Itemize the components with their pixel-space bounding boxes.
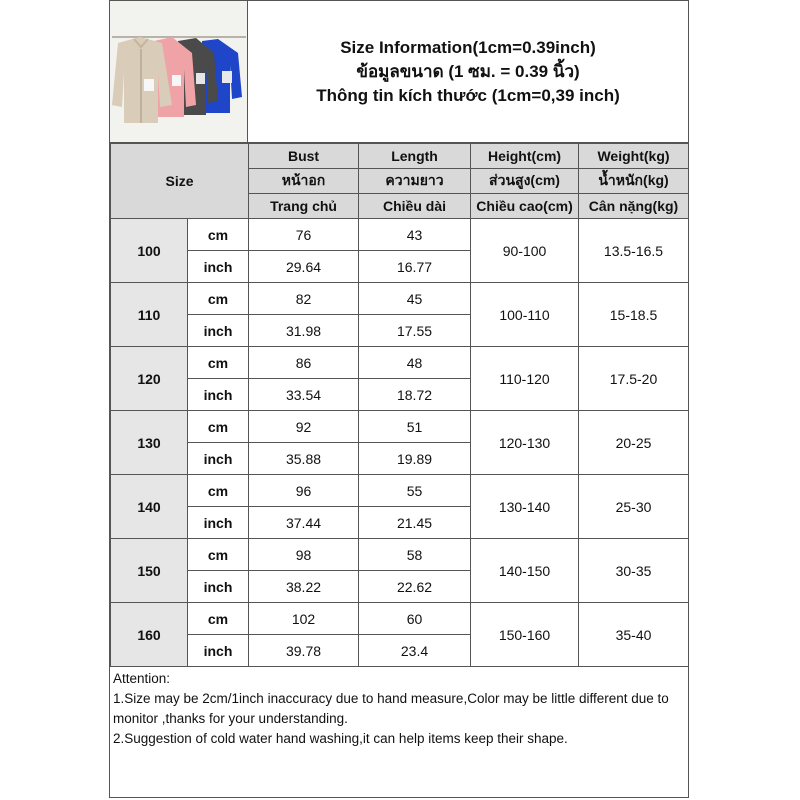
length-inch-cell: 22.62 <box>359 571 471 603</box>
title-english: Size Information(1cm=0.39inch) <box>340 37 596 57</box>
unit-inch: inch <box>188 571 249 603</box>
bust-inch-cell: 31.98 <box>249 315 359 347</box>
size-value: 140 <box>111 475 188 539</box>
weight-header-th: น้ำหนัก(kg) <box>579 169 689 194</box>
height-cell: 90-100 <box>471 219 579 283</box>
bust-header-th: หน้าอก <box>249 169 359 194</box>
bust-header-vi: Trang chủ <box>249 194 359 219</box>
length-cm-cell: 51 <box>359 411 471 443</box>
bust-cm-cell: 86 <box>249 347 359 379</box>
bust-inch-cell: 39.78 <box>249 635 359 667</box>
unit-inch: inch <box>188 507 249 539</box>
note-line-1: 1.Size may be 2cm/1inch inaccuracy due to hand measure,Color may be little different due to monitor ,thanks for your understanding. <box>113 691 669 726</box>
size-value: 130 <box>111 411 188 475</box>
bust-inch-cell: 37.44 <box>249 507 359 539</box>
unit-inch: inch <box>188 315 249 347</box>
length-header-en: Length <box>359 144 471 169</box>
bust-cm-cell: 98 <box>249 539 359 571</box>
weight-cell: 30-35 <box>579 539 689 603</box>
size-value: 160 <box>111 603 188 667</box>
weight-header-en: Weight(kg) <box>579 144 689 169</box>
unit-cm: cm <box>188 603 249 635</box>
size-value: 110 <box>111 283 188 347</box>
length-cm-cell: 48 <box>359 347 471 379</box>
unit-inch: inch <box>188 635 249 667</box>
height-cell: 120-130 <box>471 411 579 475</box>
table-row <box>111 411 689 443</box>
weight-cell: 15-18.5 <box>579 283 689 347</box>
height-cell: 100-110 <box>471 283 579 347</box>
title-vietnamese: Thông tin kích thước (1cm=0,39 inch) <box>316 85 620 105</box>
weight-cell: 13.5-16.5 <box>579 219 689 283</box>
table-row <box>111 347 689 379</box>
note-line-2: 2.Suggestion of cold water hand washing,it can help items keep their shape. <box>113 731 568 746</box>
weight-cell: 20-25 <box>579 411 689 475</box>
length-cm-cell: 60 <box>359 603 471 635</box>
chart-header <box>110 1 688 143</box>
size-value: 150 <box>111 539 188 603</box>
weight-header-vi: Cân nặng(kg) <box>579 194 689 219</box>
weight-cell: 35-40 <box>579 603 689 667</box>
unit-cm: cm <box>188 347 249 379</box>
unit-inch: inch <box>188 443 249 475</box>
length-header-vi: Chiều dài <box>359 194 471 219</box>
product-photo <box>110 1 248 142</box>
attention-notes <box>110 668 688 797</box>
bust-cm-cell: 96 <box>249 475 359 507</box>
unit-inch: inch <box>188 379 249 411</box>
length-cm-cell: 55 <box>359 475 471 507</box>
height-header-vi: Chiều cao(cm) <box>471 194 579 219</box>
length-cm-cell: 58 <box>359 539 471 571</box>
height-header-en: Height(cm) <box>471 144 579 169</box>
length-inch-cell: 23.4 <box>359 635 471 667</box>
table-row <box>111 539 689 571</box>
bust-inch-cell: 35.88 <box>249 443 359 475</box>
length-inch-cell: 18.72 <box>359 379 471 411</box>
height-header-th: ส่วนสูง(cm) <box>471 169 579 194</box>
title-block <box>248 1 688 142</box>
bust-inch-cell: 33.54 <box>249 379 359 411</box>
size-value: 100 <box>111 219 188 283</box>
bust-cm-cell: 76 <box>249 219 359 251</box>
jacket-photo-icon <box>110 1 248 142</box>
weight-cell: 25-30 <box>579 475 689 539</box>
table-row <box>111 283 689 315</box>
length-inch-cell: 16.77 <box>359 251 471 283</box>
title-thai: ข้อมูลขนาด (1 ซม. = 0.39 นิ้ว) <box>356 61 580 81</box>
bust-cm-cell: 102 <box>249 603 359 635</box>
length-inch-cell: 17.55 <box>359 315 471 347</box>
table-row <box>111 603 689 635</box>
unit-cm: cm <box>188 475 249 507</box>
notes-heading: Attention: <box>113 671 171 686</box>
unit-cm: cm <box>188 219 249 251</box>
length-cm-cell: 43 <box>359 219 471 251</box>
size-table <box>110 143 689 667</box>
length-header-th: ความยาว <box>359 169 471 194</box>
length-cm-cell: 45 <box>359 283 471 315</box>
weight-cell: 17.5-20 <box>579 347 689 411</box>
height-cell: 140-150 <box>471 539 579 603</box>
size-value: 120 <box>111 347 188 411</box>
table-row <box>111 475 689 507</box>
height-cell: 110-120 <box>471 347 579 411</box>
height-cell: 150-160 <box>471 603 579 667</box>
length-inch-cell: 21.45 <box>359 507 471 539</box>
unit-cm: cm <box>188 411 249 443</box>
bust-cm-cell: 92 <box>249 411 359 443</box>
bust-cm-cell: 82 <box>249 283 359 315</box>
unit-cm: cm <box>188 539 249 571</box>
unit-cm: cm <box>188 283 249 315</box>
height-cell: 130-140 <box>471 475 579 539</box>
size-column-header: Size <box>111 144 249 219</box>
bust-inch-cell: 38.22 <box>249 571 359 603</box>
unit-inch: inch <box>188 251 249 283</box>
table-row <box>111 219 689 251</box>
bust-inch-cell: 29.64 <box>249 251 359 283</box>
length-inch-cell: 19.89 <box>359 443 471 475</box>
bust-header-en: Bust <box>249 144 359 169</box>
